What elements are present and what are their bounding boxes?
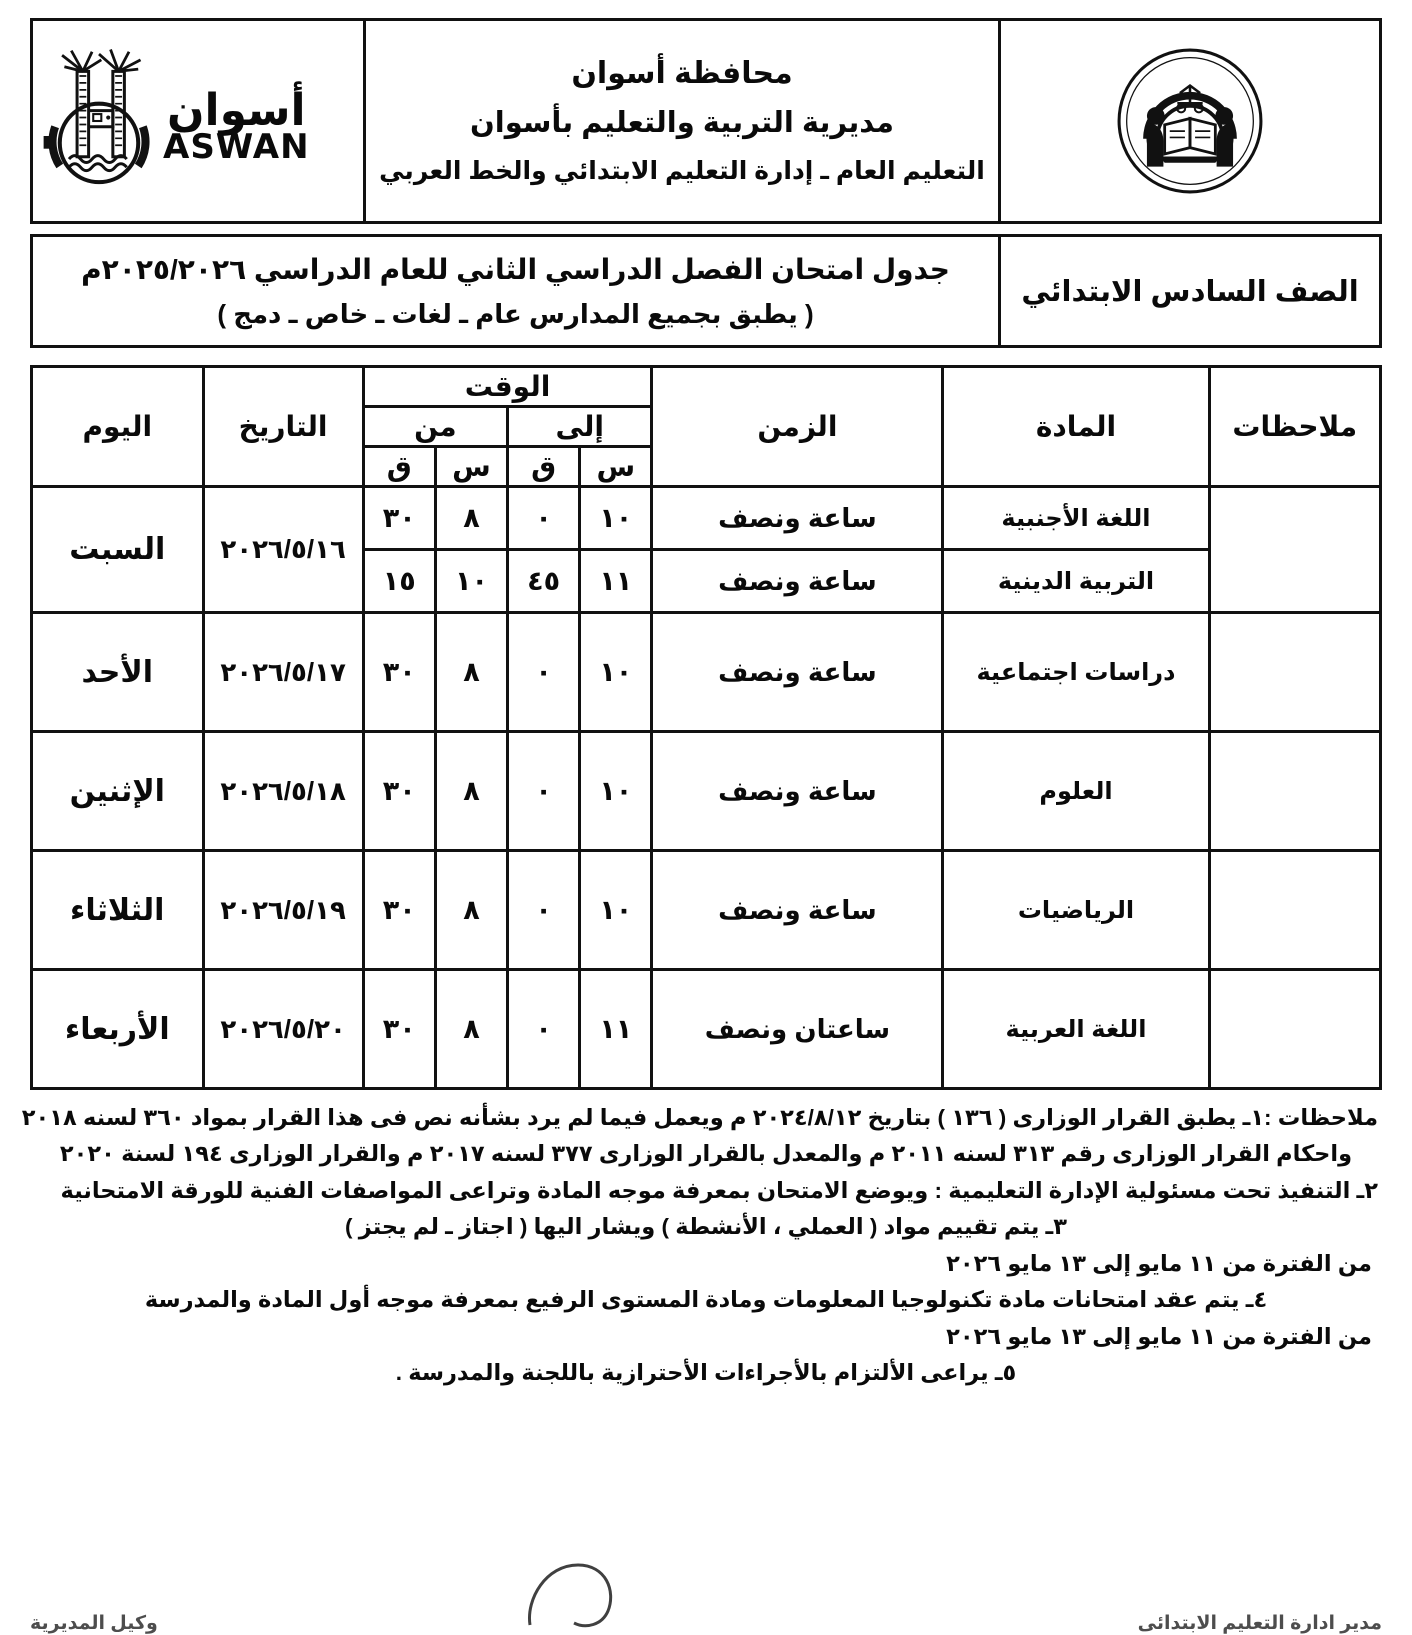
cell-duration: ساعة ونصف [652, 550, 943, 613]
header-duration: الزمن [652, 367, 943, 487]
grade-label: الصف السادس الابتدائي [1021, 275, 1359, 308]
cell-subject: اللغة الأجنبية [943, 487, 1209, 550]
cell-from-hour: ٨ [435, 613, 507, 732]
exam-title-cell [32, 236, 1000, 347]
cell-from-minute: ٣٠ [363, 970, 435, 1089]
header-notes: ملاحظات [1209, 367, 1380, 487]
aswan-arabic-label: أسوان [166, 86, 306, 136]
cell-from-minute: ١٥ [363, 550, 435, 613]
footnote-line-3: ٢ـ التنفيذ تحت مسئولية الإدارة التعليمية : ويوضع الامتحان بمعرفة موجه المادة وتراعى المواصفات الفنية للورقة الامتحانية [60, 1177, 1378, 1203]
cell-from-hour: ٨ [435, 487, 507, 550]
grade-cell [1000, 236, 1381, 347]
table-row [32, 613, 1381, 732]
header-to-hour: س [580, 447, 652, 487]
cell-from-hour: ٨ [435, 732, 507, 851]
footnote-line-7: من الفترة من ١١ مايو إلى ١٣ مايو ٢٠٢٦ [946, 1323, 1372, 1349]
ministry-seal-icon [1114, 45, 1266, 197]
cell-notes [1209, 613, 1380, 732]
directorate-name: مديرية التربية والتعليم بأسوان [470, 107, 894, 140]
cell-to-hour: ١٠ [580, 732, 652, 851]
cell-subject: العلوم [943, 732, 1209, 851]
organization-names-cell [365, 20, 1000, 223]
cell-subject: التربية الدينية [943, 550, 1209, 613]
cell-to-minute: ٠ [508, 613, 580, 732]
cell-subject: اللغة العربية [943, 970, 1209, 1089]
header-time-from: من [363, 407, 507, 447]
header-subject: المادة [943, 367, 1209, 487]
cell-to-minute: ٠ [508, 732, 580, 851]
cell-to-hour: ١١ [580, 970, 652, 1089]
cell-to-minute: ٠ [508, 970, 580, 1089]
footnote-line-6: ٤ـ يتم عقد امتحانات مادة تكنولوجيا المعلومات ومادة المستوى الرفيع بمعرفة موجه أول المادة والمدرسة [144, 1287, 1268, 1313]
aswan-wordmark [163, 86, 310, 167]
cell-to-minute: ٤٥ [508, 550, 580, 613]
footnote-line-1: ملاحظات :١ـ يطبق القرار الوزارى ( ١٣٦ ) بتاريخ ٢٠٢٤/٨/١٢ م ويعمل فيما لم يرد بشأنه نص فى هذا القرار بمواد ٣٦٠ لسنه ٢٠١٨ [21, 1105, 1378, 1130]
cell-to-hour: ١٠ [580, 851, 652, 970]
ministry-seal-cell [1000, 20, 1381, 223]
cell-duration: ساعة ونصف [652, 613, 943, 732]
document-title-band [30, 234, 1382, 348]
cell-subject: الرياضيات [943, 851, 1209, 970]
cell-from-minute: ٣٠ [363, 487, 435, 550]
header-from-hour: س [435, 447, 507, 487]
cell-day: السبت [32, 487, 204, 613]
header-time: الوقت [363, 367, 652, 407]
cell-day: الثلاثاء [32, 851, 204, 970]
table-row [32, 851, 1381, 970]
exam-title-line2: ( يطبق بجميع المدارس عام ـ لغات ـ خاص ـ دمج ) [217, 298, 814, 329]
cell-from-minute: ٣٠ [363, 613, 435, 732]
cell-duration: ساعة ونصف [652, 851, 943, 970]
footnote-line-5: من الفترة من ١١ مايو إلى ١٣ مايو ٢٠٢٦ [946, 1250, 1372, 1276]
cell-from-hour: ٨ [435, 851, 507, 970]
table-row [32, 970, 1381, 1089]
cell-to-minute: ٠ [508, 851, 580, 970]
cell-from-hour: ٨ [435, 970, 507, 1089]
cell-notes [1209, 732, 1380, 851]
department-name: التعليم العام ـ إدارة التعليم الابتدائي والخط العربي [379, 156, 985, 185]
header-date: التاريخ [203, 367, 363, 487]
header-day: اليوم [32, 367, 204, 487]
exam-schedule-table [30, 365, 1382, 1090]
table-row [32, 487, 1381, 550]
signature-strip [30, 1609, 1382, 1635]
document-header [30, 18, 1382, 224]
cell-to-hour: ١٠ [580, 613, 652, 732]
exam-title-line1: جدول امتحان الفصل الدراسي الثاني للعام الدراسي ٢٠٢٥/٢٠٢٦م [81, 253, 950, 285]
cell-date: ٢٠٢٦/٥/٢٠ [203, 970, 363, 1089]
footnote-line-8: ٥ـ يراعى الألتزام بالأجراءات الأحترازية باللجنة والمدرسة . [395, 1360, 1017, 1386]
signature-right-label: مدير ادارة التعليم الابتدائى [1137, 1613, 1382, 1634]
cell-from-minute: ٣٠ [363, 851, 435, 970]
cell-date: ٢٠٢٦/٥/١٦ [203, 487, 363, 613]
governorate-name: محافظة أسوان [571, 56, 793, 90]
cell-duration: ساعة ونصف [652, 487, 943, 550]
cell-duration: ساعة ونصف [652, 732, 943, 851]
header-to-minute: ق [508, 447, 580, 487]
cell-notes [1209, 970, 1380, 1089]
cell-notes [1209, 851, 1380, 970]
cell-date: ٢٠٢٦/٥/١٨ [203, 732, 363, 851]
cell-to-hour: ١٠ [580, 487, 652, 550]
cell-subject: دراسات اجتماعية [943, 613, 1209, 732]
cell-to-minute: ٠ [508, 487, 580, 550]
footnote-line-2: واحكام القرار الوزارى رقم ٣١٣ لسنه ٢٠١١ م والمعدل بالقرار الوزارى ٣٧٧ لسنه ٢٠١٧ م والقرار الوزارى ١٩٤ لسنة ٢٠٢٠ [59, 1141, 1353, 1167]
aswan-english-label: ASWAN [163, 126, 310, 167]
footnotes-section [21, 1100, 1382, 1392]
cell-to-hour: ١١ [580, 550, 652, 613]
footnote-line-4: ٣ـ يتم تقييم مواد ( العملي ، الأنشطة ) ويشار اليها ( اجتاز ـ لم يجتز ) [345, 1214, 1067, 1240]
cell-day: الإثنين [32, 732, 204, 851]
signature-center-label: وكيل المديرية [30, 1613, 158, 1634]
cell-day: الأحد [32, 613, 204, 732]
cell-from-hour: ١٠ [435, 550, 507, 613]
cell-date: ٢٠٢٦/٥/١٧ [203, 613, 363, 732]
header-from-minute: ق [363, 447, 435, 487]
cell-day: الأربعاء [32, 970, 204, 1089]
governorate-logo-cell [32, 20, 365, 223]
cell-notes [1209, 487, 1380, 613]
table-row [32, 732, 1381, 851]
header-time-to: إلى [508, 407, 652, 447]
cell-date: ٢٠٢٦/٥/١٩ [203, 851, 363, 970]
cell-duration: ساعتان ونصف [652, 970, 943, 1089]
cell-from-minute: ٣٠ [363, 732, 435, 851]
aswan-governorate-logo [41, 46, 157, 196]
